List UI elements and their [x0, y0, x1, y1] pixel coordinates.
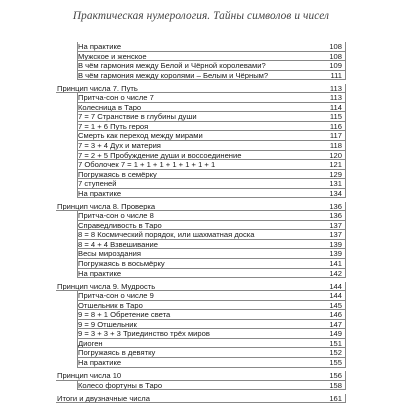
toc-entry-title: Притча-сон о числе 7: [78, 93, 154, 103]
toc-entry-title: 7 = 3 + 4 Дух и материя: [78, 140, 161, 150]
toc-entry-page-number: 136: [329, 211, 342, 221]
toc-section-entry: [56, 170, 346, 180]
toc-entry-page-number: 141: [329, 259, 342, 269]
toc-entry-page-number: 121: [329, 160, 342, 170]
toc-entry-title: Погружаясь в восьмёрку: [78, 259, 165, 269]
toc-entry-page-number: 129: [329, 169, 342, 179]
toc-entry-title: Смерть как переход между мирами: [78, 131, 203, 141]
toc-entry-title: Принцип числа 10: [57, 371, 122, 381]
toc-entry-page-number: 118: [329, 140, 342, 150]
toc-entry-page-number: 144: [329, 281, 342, 291]
toc-chapter-entry: [56, 282, 346, 292]
toc-entry-page-number: 161: [329, 393, 342, 403]
table-of-contents: [56, 42, 346, 403]
entry-underline: [77, 367, 346, 368]
toc-entry-title: Отшельник в Таро: [78, 300, 143, 310]
toc-entry-page-number: 139: [329, 249, 342, 259]
toc-entry-page-number: 139: [329, 239, 342, 249]
book-page: [56, 0, 346, 403]
toc-entry-title: Притча-сон о числе 9: [78, 291, 154, 301]
toc-entry-title: Мужское и женское: [78, 51, 147, 61]
toc-section-entry: [56, 52, 346, 62]
toc-chapter-entry: [56, 84, 346, 94]
toc-entry-page-number: 108: [329, 42, 342, 51]
toc-entry-page-number: 131: [329, 179, 342, 189]
toc-section-entry: [56, 348, 346, 358]
toc-entry-page-number: 108: [329, 51, 342, 61]
toc-section-entry: [56, 269, 346, 279]
toc-entry-title: 8 = 4 + 4 Взвешивание: [78, 239, 158, 249]
toc-section-entry: [56, 381, 346, 391]
toc-section-entry: [56, 61, 346, 71]
toc-section-entry: [56, 291, 346, 301]
toc-entry-title: 7 = 2 + 5 Пробуждение души и воссоединение: [78, 150, 242, 160]
toc-entry-title: Весы мироздания: [78, 249, 141, 259]
toc-section-entry: [56, 42, 346, 52]
toc-entry-page-number: 116: [329, 121, 342, 131]
toc-entry-title: Колесница в Таро: [78, 102, 142, 112]
toc-section-entry: [56, 179, 346, 189]
toc-entry-title: Принцип числа 7. Путь: [57, 83, 138, 93]
toc-entry-title: 9 = 8 + 1 Обретение света: [78, 310, 171, 320]
toc-section-entry: [56, 131, 346, 141]
entry-underline: [77, 79, 346, 80]
toc-entry-title: Погружаясь в семёрку: [78, 169, 157, 179]
toc-entry-page-number: 137: [329, 230, 342, 240]
toc-entry-page-number: 114: [329, 102, 342, 112]
toc-entry-page-number: 113: [329, 83, 342, 93]
toc-section-entry: [56, 310, 346, 320]
toc-section-entry: [56, 211, 346, 221]
toc-entry-page-number: 136: [329, 201, 342, 211]
toc-entry-title: 7 ступеней: [78, 179, 117, 189]
toc-section-entry: [56, 160, 346, 170]
toc-entry-title: 8 = 8 Космический порядок, или шахматная доска: [78, 230, 255, 240]
toc-entry-page-number: 145: [329, 300, 342, 310]
toc-entry-page-number: 152: [329, 348, 342, 358]
toc-entry-title: Справедливость в Таро: [78, 220, 162, 230]
toc-entry-page-number: 111: [330, 70, 342, 80]
toc-entry-title: Принцип числа 8. Проверка: [57, 201, 156, 211]
toc-entry-page-number: 158: [329, 380, 342, 390]
toc-section-entry: [56, 112, 346, 122]
toc-entry-title: 9 = 9 Отшельник: [78, 319, 137, 329]
toc-entry-page-number: 155: [329, 358, 342, 367]
toc-entry-page-number: 109: [329, 61, 342, 71]
toc-chapter-entry: [56, 371, 346, 381]
toc-section-entry: [56, 151, 346, 161]
entry-underline: [77, 389, 346, 390]
toc-entry-page-number: 147: [329, 319, 342, 329]
toc-chapter-entry: [56, 394, 346, 403]
toc-entry-title: На практике: [78, 358, 122, 367]
toc-entry-title: Притча-сон о числе 8: [78, 211, 154, 221]
toc-entry-title: На практике: [78, 268, 122, 278]
entry-underline: [77, 277, 346, 278]
toc-entry-title: Колесо фортуны в Таро: [78, 380, 163, 390]
toc-entry-page-number: 113: [329, 93, 342, 103]
toc-entry-page-number: 142: [329, 268, 342, 278]
toc-entry-page-number: 134: [329, 188, 342, 198]
toc-entry-page-number: 149: [329, 329, 342, 339]
toc-entry-title: 7 = 7 Странствие в глубины души: [78, 112, 197, 122]
toc-section-entry: [56, 249, 346, 259]
toc-section-entry: [56, 259, 346, 269]
toc-entry-page-number: 156: [329, 371, 342, 381]
toc-section-entry: [56, 358, 346, 368]
toc-section-entry: [56, 189, 346, 199]
toc-section-entry: [56, 221, 346, 231]
toc-entry-page-number: 120: [329, 150, 342, 160]
toc-entry-title: В чём гармония между Белой и Чёрной королевами?: [78, 61, 266, 71]
toc-section-entry: [56, 320, 346, 330]
toc-section-entry: [56, 301, 346, 311]
entry-underline: [77, 197, 346, 198]
toc-entry-page-number: 144: [329, 291, 342, 301]
running-head: Практическая нумерология. Тайны символов и чисел: [72, 10, 330, 22]
toc-section-entry: [56, 122, 346, 132]
toc-section-entry: [56, 329, 346, 339]
toc-entry-title: 9 = 3 + 3 + 3 Триединство трёх миров: [78, 329, 210, 339]
toc-section-entry: [56, 141, 346, 151]
toc-section-entry: [56, 71, 346, 81]
toc-entry-title: На практике: [78, 188, 122, 198]
toc-section-entry: [56, 93, 346, 103]
toc-entry-title: Погружаясь в девятку: [78, 348, 156, 358]
toc-entry-title: 7 = 1 + 6 Путь героя: [78, 121, 149, 131]
toc-entry-page-number: 115: [329, 112, 342, 122]
toc-section-entry: [56, 230, 346, 240]
toc-entry-page-number: 117: [329, 131, 342, 141]
toc-entry-title: Диоген: [78, 338, 103, 348]
toc-entry-page-number: 151: [329, 338, 342, 348]
toc-entry-title: 7 Оболочек 7 = 1 + 1 + 1 + 1 + 1 + 1 + 1: [78, 160, 216, 170]
toc-entry-title: В чём гармония между королями – Белым и Чёрным?: [78, 70, 269, 80]
toc-entry-page-number: 137: [329, 220, 342, 230]
toc-section-entry: [56, 103, 346, 113]
toc-entry-page-number: 146: [329, 310, 342, 320]
toc-entry-title: На практике: [78, 42, 122, 51]
toc-entry-title: Итоги и двузначные числа: [57, 393, 150, 403]
toc-chapter-entry: [56, 202, 346, 212]
toc-entry-title: Принцип числа 9. Мудрость: [57, 281, 156, 291]
